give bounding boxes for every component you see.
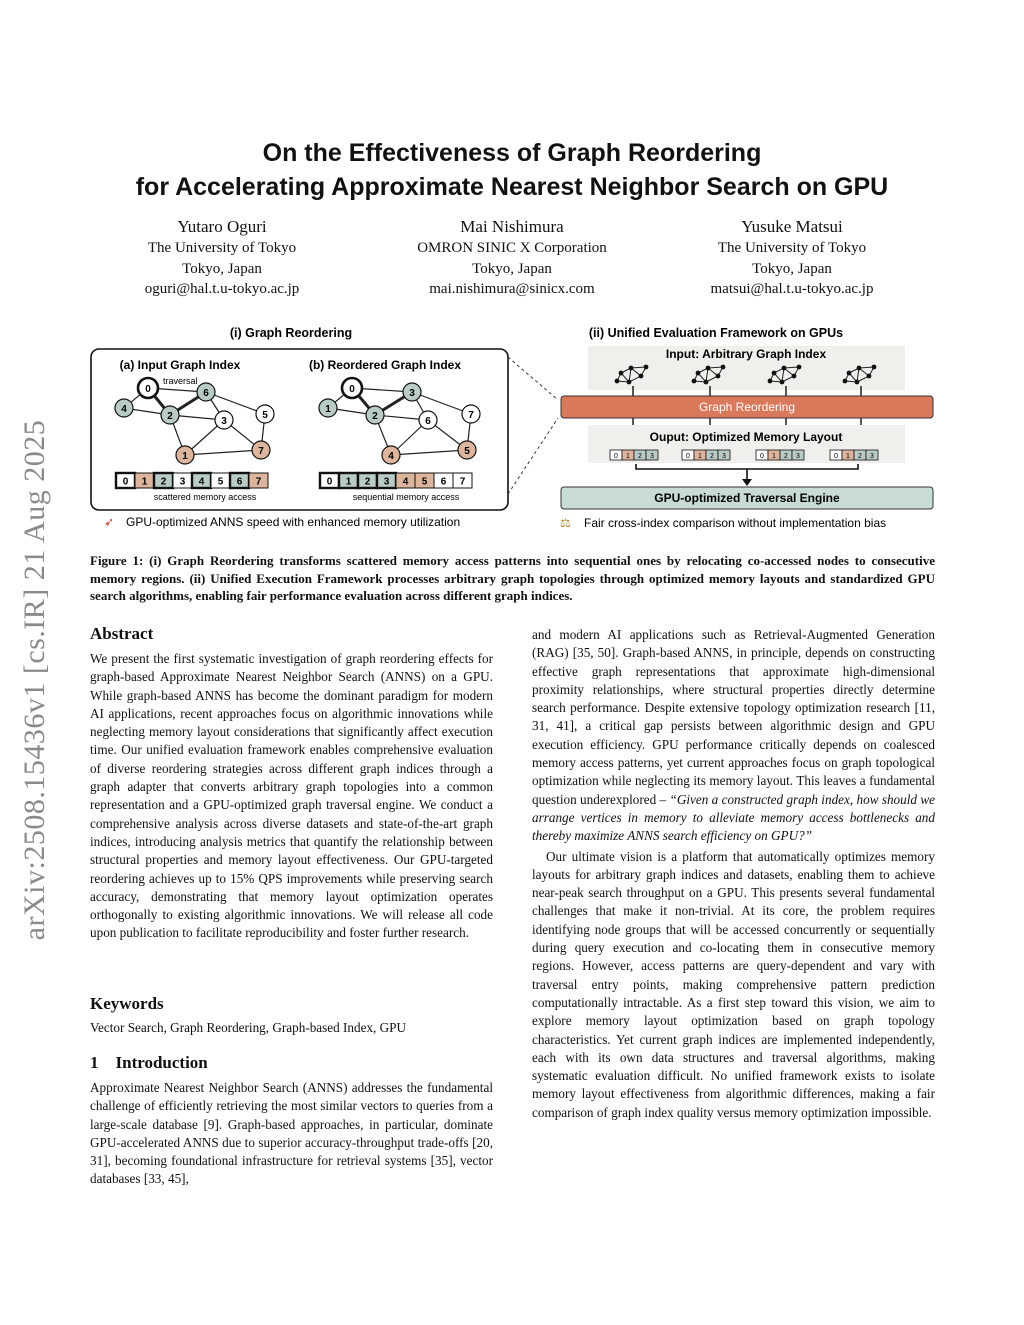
author-2 xyxy=(382,216,642,300)
research-question: “Given a constructed graph index, how should we arrange vertices in memory to alleviate memory access bottlenecks and thereby maximize ANNS search efficiency on GPU?” xyxy=(532,791,935,844)
abstract-heading: Abstract xyxy=(90,624,154,643)
mini-node xyxy=(772,371,777,376)
keywords-body xyxy=(90,1019,493,1037)
memory-array-b xyxy=(320,473,472,488)
keywords-text: Vector Search, Graph Reordering, Graph-based Index, GPU xyxy=(90,1020,407,1035)
memory-cell-label: 0 xyxy=(122,476,129,488)
svg-text:3: 3 xyxy=(409,388,415,399)
svg-text:3: 3 xyxy=(221,416,227,427)
mini-node xyxy=(627,380,632,385)
author-3 xyxy=(662,216,922,300)
mini-node xyxy=(692,379,697,384)
author-affiliation: The University of Tokyo xyxy=(717,240,867,256)
mini-cell-label: 3 xyxy=(796,453,800,460)
input-label: Input: Arbitrary Graph Index xyxy=(665,347,827,361)
mini-node xyxy=(629,366,634,371)
author-location: Tokyo, Japan xyxy=(472,260,552,277)
mini-node xyxy=(721,365,726,370)
mini-cell-label: 0 xyxy=(614,453,618,460)
author-affiliation: OMRON SINIC X Corporation xyxy=(417,240,607,256)
right-paragraph-1 xyxy=(532,626,935,846)
mini-node xyxy=(797,365,802,370)
mini-cell-label: 3 xyxy=(722,453,726,460)
memory-cell-label: 6 xyxy=(236,476,243,488)
sequential-label: sequential memory access xyxy=(352,492,460,502)
mini-cell-label: 3 xyxy=(870,453,874,460)
svg-text:0: 0 xyxy=(145,384,151,395)
author-email[interactable]: oguri@hal.t.u-tokyo.ac.jp xyxy=(144,281,300,297)
engine-label: GPU-optimized Traversal Engine xyxy=(654,491,840,505)
svg-text:1: 1 xyxy=(325,404,331,415)
memory-cell-label: 4 xyxy=(198,476,205,488)
author-1 xyxy=(92,216,352,300)
mini-node xyxy=(867,374,872,379)
svg-text:2: 2 xyxy=(372,411,378,422)
title-line-1: On the Effectiveness of Graph Reordering xyxy=(262,139,762,167)
panel-b-title: (b) Reordered Graph Index xyxy=(308,358,462,372)
author-name: Mai Nishimura xyxy=(460,217,564,236)
mini-node xyxy=(847,371,852,376)
memory-cell-label: 0 xyxy=(326,476,333,488)
mini-cell-label: 2 xyxy=(638,453,642,460)
mini-node xyxy=(857,366,862,371)
author-email[interactable]: matsui@hal.t.u-tokyo.ac.jp xyxy=(710,281,874,297)
panel-a-title: (a) Input Graph Index xyxy=(119,358,241,372)
right-paragraph-1-text: and modern AI applications such as Retrieval-Augmented Generation (RAG) [35, 50]. Graph-based ANNS, in principle, depends on constructing effective graph representations that approximate high-dimensional proximity relationships, where structural properties directly determine search performance. Despite extensive topology optimization research [11, 31, 41], a critical gap persists between algorithmic design and GPU execution efficiency. GPU performance critically depends on coalesced memory access patterns, yet current approaches focus on graph topological optimization while neglecting its memory layout. This leaves a fundamental question underexplored – xyxy=(532,627,935,807)
right-paragraph-2: Our ultimate vision is a platform that automatically optimizes memory layouts for arbitrary graph indices and datasets, enabling them to achieve near-peak search throughput on a GPU. This presents several fundamental challenges that make it non-trivial. At its core, the problem requires identifying node groups that will be accessed concurrently or sequentially during query execution and co-locating them in consecutive memory regions. However, access patterns are query-dependent and vary with traversal entry points, making comprehensive pattern prediction computationally intractable. As a first step toward this vision, we aim to explore memory layout optimization based on graph topology characteristics. Yet current graph indices are implemented independently, each with its own data structures and traversal algorithms, making systematic evaluation difficult. No unified framework exists to isolate memory layout effectiveness from algorithmic differences, making a fair comparison of graph index quality versus memory optimization impossible. xyxy=(532,848,935,1120)
right-footer: Fair cross-index comparison without implementation bias xyxy=(584,516,887,530)
mini-node xyxy=(644,365,649,370)
arxiv-stamp xyxy=(10,370,60,990)
svg-text:5: 5 xyxy=(464,446,470,457)
memory-cell-label: 1 xyxy=(141,476,148,488)
memory-cell-label: 1 xyxy=(345,476,352,488)
mini-cell-label: 1 xyxy=(772,453,776,460)
memory-cell-label: 3 xyxy=(179,476,186,488)
author-email[interactable]: mai.nishimura@sinicx.com xyxy=(429,281,595,297)
mini-node xyxy=(704,380,709,385)
svg-text:1: 1 xyxy=(182,451,188,462)
left-footer: GPU-optimized ANNS speed with enhanced memory utilization xyxy=(126,515,461,529)
author-location: Tokyo, Japan xyxy=(182,260,262,277)
mini-node xyxy=(768,379,773,384)
abstract-text: We present the first systematic investigation of graph reordering effects for graph-based Approximate Nearest Neighbor Search (ANNS) on a GPU. While graph-based ANNS has become the dominant paradigm for modern AI applications, recent approaches focus on algorithmic innovations while neglecting memory layout considerations that significantly affect execution time. Our unified evaluation framework enables comprehensive evaluation of diverse reordering strategies across different graph indices through a graph adapter that converts arbitrary graph topologies into a common representation and a GPU-optimized graph traversal engine. We conduct a comprehensive analysis across diverse datasets and state-of-the-art graph indices, introducing analysis metrics that quantify the relationship between structural properties and memory layout effectiveness. Our GPU-targeted reordering achieves up to 15% QPS improvements while preserving search accuracy, demonstrating that memory layout optimization operates orthogonally to existing algorithmic innovations. We will release all code upon publication to facilitate reproducibility and foster further research. xyxy=(90,651,493,941)
memory-cell-label: 6 xyxy=(440,476,447,488)
keywords-heading: Keywords xyxy=(90,994,164,1013)
mini-cell-label: 0 xyxy=(760,453,764,460)
mini-node xyxy=(792,374,797,379)
mini-node xyxy=(615,379,620,384)
memory-cell-label: 7 xyxy=(255,476,262,488)
intro-body xyxy=(90,1079,493,1189)
intro-paragraph-1: Approximate Nearest Neighbor Search (ANNS) addresses the fundamental challenge of efficiently retrieving the most similar vectors to queries from a large-scale database [9]. Graph-based approaches, in particular, dominate GPU-accelerated ANNS due to superior accuracy-throughput trade-offs [20, 31], becoming foundational infrastructure for retrieval systems [35], vector databases [33, 45], xyxy=(90,1080,493,1187)
mini-node xyxy=(639,374,644,379)
scattered-label: scattered memory access xyxy=(153,492,257,502)
mini-cell-label: 1 xyxy=(626,453,630,460)
memory-cell-label: 2 xyxy=(160,476,167,488)
figure-caption: Figure 1: (i) Graph Reordering transforms scattered memory access patterns into sequential ones by relocating co-accessed nodes to consecutive memory regions. (ii) Unified Execution Framework processes arbitrary graph topologies through optimized memory layouts and standardized GPU search algorithms, enabling fair performance evaluation across different graph indices. xyxy=(90,553,935,603)
svg-text:2: 2 xyxy=(167,411,173,422)
memory-cell-label: 3 xyxy=(383,476,390,488)
memory-cell-label: 5 xyxy=(421,476,428,488)
arxiv-id: arXiv:2508.15436v1 [cs.IR] 21 Aug 2025 xyxy=(18,419,51,941)
mini-cell-label: 3 xyxy=(650,453,654,460)
svg-text:6: 6 xyxy=(425,416,431,427)
author-affiliation: The University of Tokyo xyxy=(147,240,297,256)
mini-node xyxy=(619,371,624,376)
svg-text:5: 5 xyxy=(262,410,268,421)
figure-1 xyxy=(88,322,938,537)
output-label: Ouput: Optimized Memory Layout xyxy=(649,430,843,444)
abstract-body xyxy=(90,650,493,943)
title-line-2: for Accelerating Approximate Nearest Neighbor Search on GPU xyxy=(135,173,889,201)
merge-arrowhead xyxy=(742,479,752,486)
mini-cell-label: 0 xyxy=(834,453,838,460)
mini-node xyxy=(706,366,711,371)
mini-node xyxy=(696,371,701,376)
svg-text:6: 6 xyxy=(203,388,209,399)
author-location: Tokyo, Japan xyxy=(752,260,832,277)
memory-array-a xyxy=(116,473,268,488)
mini-cell-label: 2 xyxy=(858,453,862,460)
paper-title xyxy=(0,136,1024,204)
mini-node xyxy=(843,379,848,384)
author-name: Yusuke Matsui xyxy=(741,217,843,236)
mini-cell-label: 2 xyxy=(784,453,788,460)
right-column xyxy=(532,626,935,1122)
mini-node xyxy=(716,374,721,379)
memory-cell-label: 2 xyxy=(364,476,371,488)
mini-node xyxy=(780,380,785,385)
scale-icon: ⚖ xyxy=(560,516,571,530)
mini-node xyxy=(872,365,877,370)
mini-cell-label: 2 xyxy=(710,453,714,460)
mini-cell-label: 1 xyxy=(846,453,850,460)
memory-cell-label: 4 xyxy=(402,476,409,488)
mini-node xyxy=(782,366,787,371)
svg-text:7: 7 xyxy=(258,446,264,457)
author-name: Yutaro Oguri xyxy=(177,217,267,236)
memory-cell-label: 7 xyxy=(459,476,466,488)
mini-cell-label: 0 xyxy=(686,453,690,460)
merge-bracket xyxy=(636,464,858,469)
zoom-line-top xyxy=(508,357,558,400)
zoom-line-bottom xyxy=(508,418,558,494)
fig-right-title: (ii) Unified Evaluation Framework on GPUs xyxy=(588,326,844,340)
svg-text:0: 0 xyxy=(349,384,355,395)
fig-left-title: (i) Graph Reordering xyxy=(229,326,353,340)
svg-text:4: 4 xyxy=(388,451,394,462)
memory-cell-label: 5 xyxy=(217,476,224,488)
intro-heading: 1 Introduction xyxy=(90,1053,208,1072)
rocket-icon: ➶ xyxy=(104,515,115,529)
reorder-label: Graph Reordering xyxy=(698,400,796,414)
svg-text:4: 4 xyxy=(121,404,127,415)
mini-node xyxy=(855,380,860,385)
traversal-label: traversal xyxy=(163,376,198,386)
mini-cell-label: 1 xyxy=(698,453,702,460)
svg-text:7: 7 xyxy=(468,410,474,421)
